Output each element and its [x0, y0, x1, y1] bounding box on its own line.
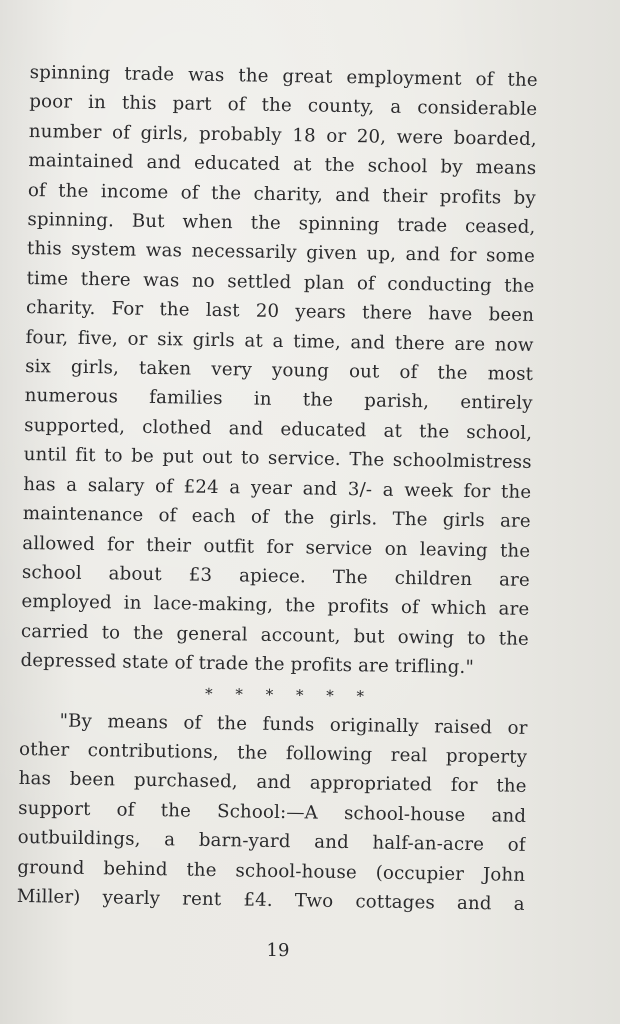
text-line: employed in lace-making, the profits of which are	[21, 591, 530, 621]
text-line: school about £3 apiece. The children are	[21, 561, 531, 591]
text-line: spinning trade was the great employment of the	[29, 61, 538, 91]
text-line: time there was no settled plan of conducting the	[26, 267, 535, 297]
text-line: ground behind the school-house (occupier John	[17, 856, 526, 886]
text-line: depressed state of trade the profits are trifling."	[20, 650, 475, 679]
text-line: maintained and educated at the school by means	[28, 150, 537, 180]
text-line: until fit to be put out to service. The schoolmistress	[23, 444, 532, 474]
text-line: allowed for their outfit for service on leaving the	[22, 532, 531, 562]
text-line: outbuildings, a barn-yard and half-an-acre of	[17, 827, 526, 857]
text-line: poor in this part of the county, a considerable	[29, 91, 538, 121]
text-line: carried to the general account, but owing to the	[20, 620, 530, 650]
text-line: six girls, taken very young out of the most	[24, 356, 534, 386]
text-line: has a salary of £24 a year and 3/- a week for the	[23, 473, 532, 503]
section-separator: * * * * * *	[204, 684, 374, 705]
text-line: Miller) yearly rent £4. Two cottages and a	[16, 885, 525, 915]
text-line: numerous families in the parish, entirely	[24, 385, 533, 415]
text-line: "By means of the funds originally raised or	[59, 710, 528, 739]
text-line: four, five, or six girls at a time, and there are now	[25, 326, 534, 356]
page-body	[17, 58, 538, 919]
text-line: spinning. But when the spinning trade ceased,	[27, 209, 536, 238]
text-line: charity. For the last 20 years there have been	[25, 297, 535, 327]
text-line: has been purchased, and appropriated for the	[18, 768, 527, 798]
paragraph-1	[20, 58, 538, 683]
text-line: maintenance of each of the girls. The girls are	[22, 503, 531, 533]
text-line: other contributions, the following real property	[18, 738, 528, 768]
text-line: of the income of the charity, and their profits by	[27, 179, 537, 209]
paragraph-2	[17, 705, 528, 919]
text-line: number of girls, probably 18 or 20, were boarded,	[28, 120, 537, 150]
text-line: supported, clothed and educated at the school,	[24, 414, 533, 444]
text-line: this system was necessarily given up, and for some	[26, 238, 536, 268]
text-line: support of the School:—A school-house and	[18, 797, 527, 827]
page-number: 19	[266, 940, 290, 961]
